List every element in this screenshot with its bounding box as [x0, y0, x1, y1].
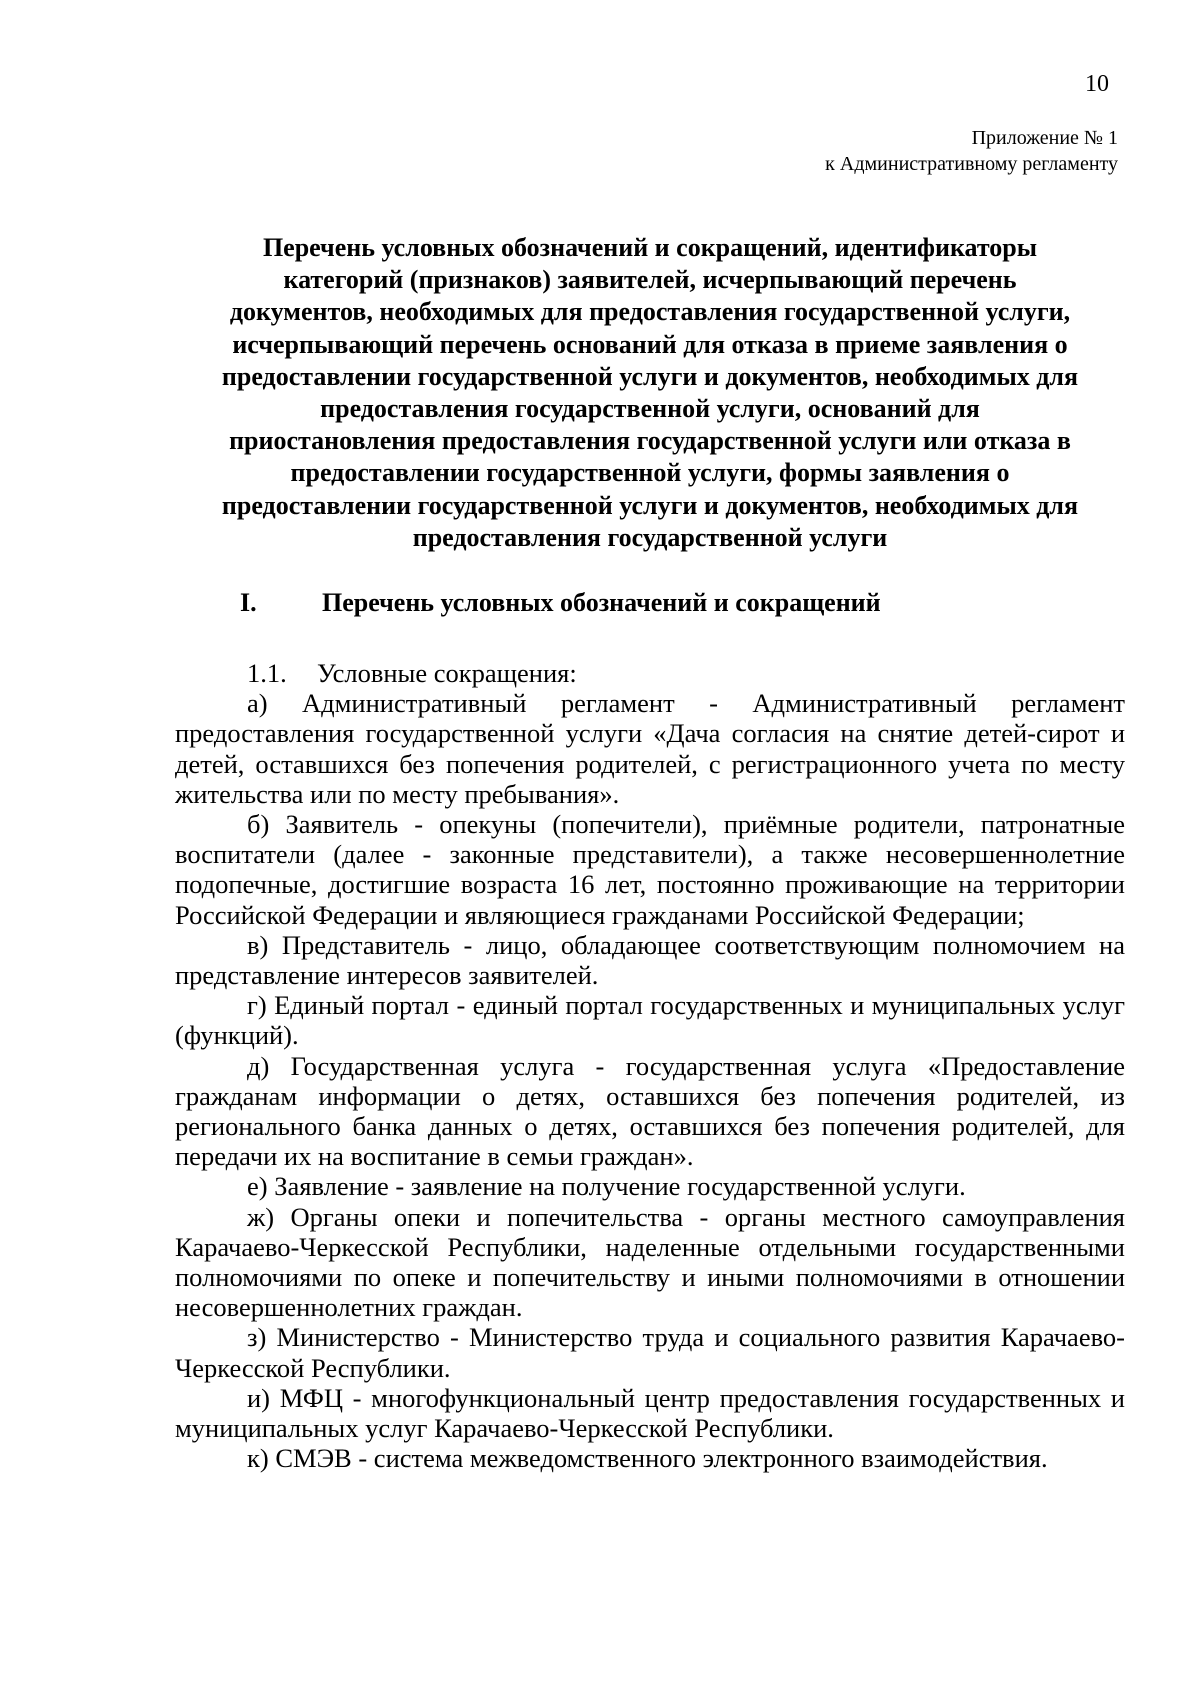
section-heading — [240, 587, 881, 619]
definition-paragraph: е) Заявление - заявление на получение государственной услуги. — [247, 1171, 966, 1202]
definition-paragraph: з) Министерство - Министерство труда и социального развития Карачаево- Черкесской Республики. — [175, 1322, 1125, 1383]
title-line: категорий (признаков) заявителей, исчерпывающий перечень — [283, 265, 1017, 295]
definition-paragraph: в) Представитель - лицо, обладающее соответствующим полномочием на представление интересов заявителей. — [175, 929, 1125, 991]
section-title: Перечень условных обозначений и сокращений — [322, 588, 881, 617]
definition-paragraph: и) МФЦ - многофункциональный центр предоставления государственных и муниципальных услуг Карачаево-Черкесской Республики. — [175, 1382, 1125, 1444]
subsection-number: 1.1. — [247, 658, 287, 688]
title-line: предоставлении государственной услуги и документов, необходимых для — [221, 490, 1079, 520]
definition-paragraph: д) Государственная услуга - государственная услуга «Предоставление гражданам информации о детях, оставшихся без попечения родителей, из регионального банка данных о детях, оставшихся без попечения родителей, для передачи их на воспитание в семьи граждан». — [175, 1050, 1125, 1172]
definition-paragraph: г) Единый портал - единый портал государственных и муниципальных услуг (функций). — [175, 990, 1125, 1051]
appendix-line-1: Приложение № 1 — [971, 127, 1118, 149]
title-line: исчерпывающий перечень оснований для отказа в приеме заявления о — [232, 329, 1068, 359]
title-line: предоставлении государственной услуги и документов, необходимых для — [221, 361, 1079, 391]
document-title — [165, 232, 1135, 554]
body-text — [175, 658, 1125, 1473]
subsection-title: Условные сокращения: — [317, 658, 577, 688]
definition-paragraph: а) Административный регламент - Административный регламент предоставления государственной услуги «Дача согласия на снятие детей-сирот и детей, оставшихся без попечения родителей, с регистрационного учета по месту жительства или по месту пребывания». — [175, 688, 1125, 809]
title-line: предоставления государственной услуги — [412, 522, 888, 552]
page-number: 10 — [1085, 71, 1109, 97]
title-line: приостановления предоставления государственной услуги или отказа в — [229, 426, 1071, 456]
definition-paragraph: ж) Органы опеки и попечительства - органы местного самоуправления Карачаево-Черкесской Республики, наделенные отдельными государственными полномочиями по опеке и попечительству и иными полномочиями в отношении несовершеннолетних граждан. — [175, 1201, 1125, 1323]
title-line: Перечень условных обозначений и сокращений, идентификаторы — [262, 233, 1038, 262]
subsection-heading — [175, 658, 1125, 688]
appendix-line-2: к Административному регламенту — [825, 153, 1118, 175]
title-line: предоставлении государственной услуги, формы заявления о — [290, 458, 1010, 488]
title-line: предоставления государственной услуги, оснований для — [320, 394, 980, 424]
section-number: I. — [240, 588, 257, 617]
definition-paragraph: к) СМЭВ - система межведомственного электронного взаимодействия. — [247, 1443, 1048, 1474]
appendix-note — [825, 125, 1118, 177]
title-line: документов, необходимых для предоставления государственной услуги, — [229, 297, 1071, 327]
definition-paragraph: б) Заявитель - опекуны (попечители), приёмные родители, патронатные воспитатели (далее - законные представители), а также несовершеннолетние подопечные, достигшие возраста 16 лет, постоянно проживающие на территории Российской Федерации и являющиеся гражданами Российской Федерации; — [175, 809, 1125, 930]
